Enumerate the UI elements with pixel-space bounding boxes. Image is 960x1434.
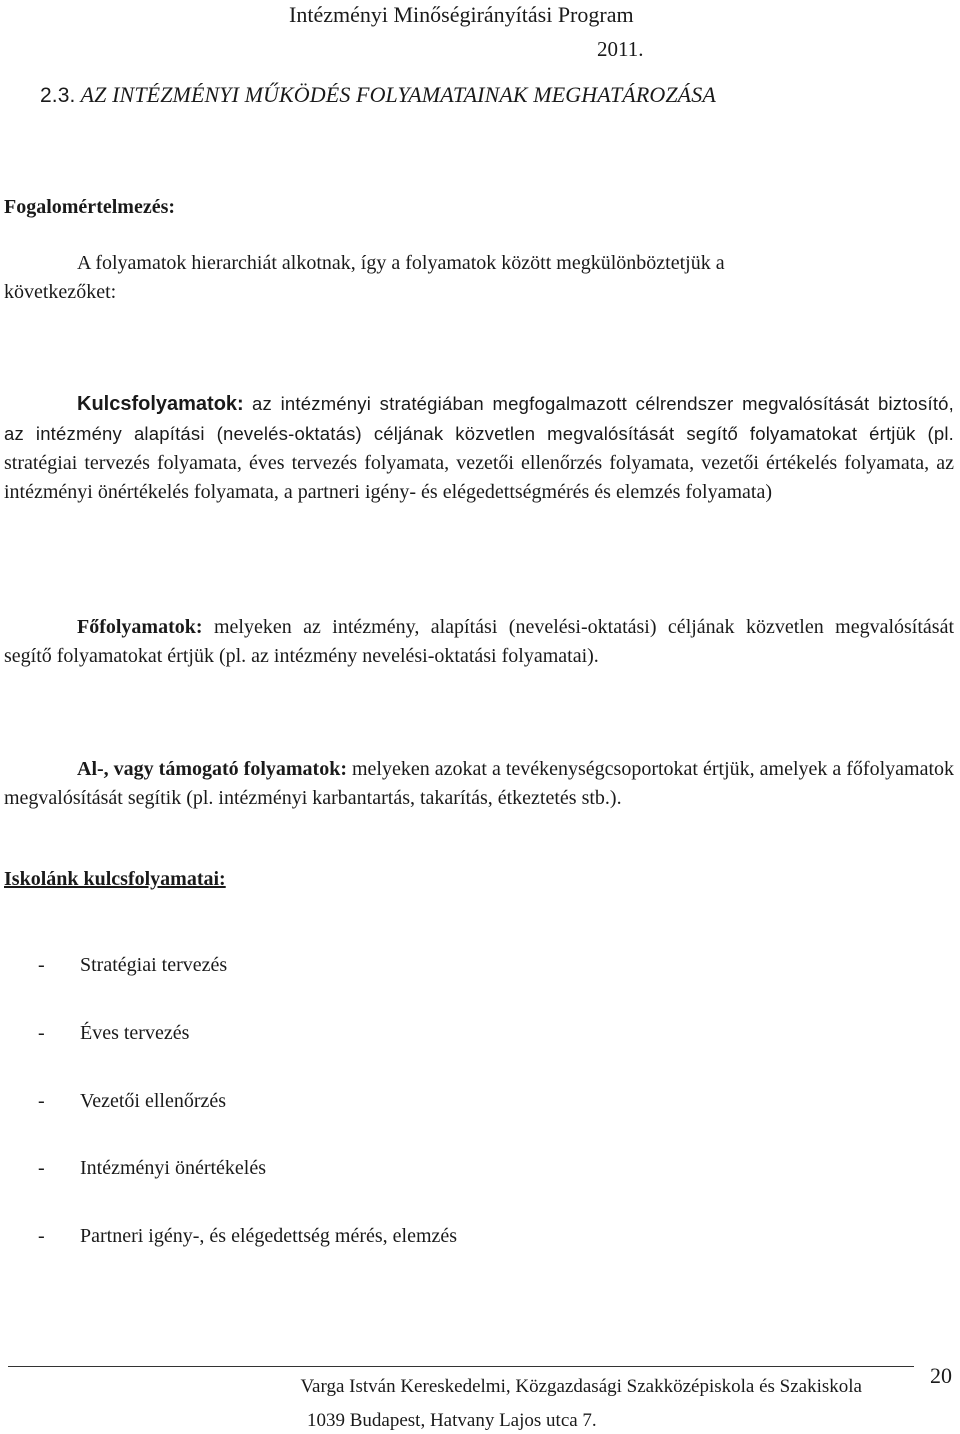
list-dash: - (38, 1225, 45, 1247)
list-dash: - (38, 1090, 45, 1112)
header-year: 2011. (597, 37, 644, 61)
list-item-text: Vezetői ellenőrzés (80, 1090, 227, 1112)
list-item (38, 1157, 266, 1180)
definition-intro-line1: A folyamatok hierarchiát alkotnak, így a folyamatok között megkülönböztetjük a (77, 252, 725, 274)
list-item-text: Partneri igény-, és elégedettség mérés, elemzés (80, 1225, 458, 1247)
list-item-text: Stratégiai tervezés (80, 954, 228, 976)
kulcsfolyamatok-text-sans: az intézményi stratégiában megfogalmazott célrendszer megvalósítását biztosító, az intézmény alapítási (nevelés-oktatás) céljának közvetlen megvalósítását segítő folyamatokat értjük (pl. (4, 393, 955, 444)
list-item-text: Éves tervezés (80, 1022, 190, 1044)
list-item (38, 954, 227, 977)
section-title-text: AZ INTÉZMÉNYI MŰKÖDÉS FOLYAMATAINAK MEGHATÁROZÁSA (80, 82, 716, 107)
definition-heading: Fogalomértelmezés: (4, 196, 176, 218)
fofolyamatok-paragraph (4, 613, 954, 671)
section-title (40, 82, 716, 108)
iskolank-heading: Iskolánk kulcsfolyamatai: (4, 868, 226, 890)
tamogato-paragraph (4, 755, 954, 813)
list-dash: - (38, 954, 45, 976)
list-dash: - (38, 1157, 45, 1179)
list-dash: - (38, 1022, 45, 1044)
kulcsfolyamatok-paragraph (4, 389, 954, 507)
list-item (38, 1022, 189, 1045)
list-item (38, 1225, 457, 1248)
definition-intro-line2: következőket: (4, 281, 117, 303)
list-item-text: Intézményi önértékelés (80, 1157, 267, 1179)
definition-intro (4, 249, 954, 307)
kulcsfolyamatok-term: Kulcsfolyamatok: (77, 393, 244, 415)
header-program-title: Intézményi Minőségirányítási Program (289, 2, 634, 27)
tamogato-text: melyeken azokat a tevékenységcsoportokat értjük, amelyek a főfolyamatok megvalósítását segítik (pl. intézményi karbantartás, takarítás, étkeztetés stb.). (4, 758, 955, 809)
tamogato-term: Al-, vagy támogató folyamatok: (77, 758, 347, 780)
fofolyamatok-text: melyeken az intézmény, alapítási (nevelési-oktatási) céljának közvetlen megvalósítását segítő folyamatokat értjük (pl. az intézmény nevelési-oktatási folyamatai). (4, 616, 954, 667)
list-item (38, 1090, 226, 1113)
section-number: 2.3. (40, 84, 76, 107)
footer-school: Varga István Kereskedelmi, Közgazdasági Szakközépiskola és Szakiskola (300, 1376, 862, 1397)
page-number: 20 (930, 1363, 952, 1388)
fofolyamatok-term: Főfolyamatok: (77, 616, 203, 638)
footer-address: 1039 Budapest, Hatvany Lajos utca 7. (307, 1410, 597, 1431)
kulcsfolyamatok-text-serif: stratégiai tervezés folyamata, éves tervezés folyamata, vezetői ellenőrzés folyamata, vezetői értékelés folyamata, az intézményi önértékelés folyamata, a partneri igény- és elégedettségmérés és elemzés folyamata) (4, 452, 954, 503)
footer-divider (8, 1366, 914, 1367)
